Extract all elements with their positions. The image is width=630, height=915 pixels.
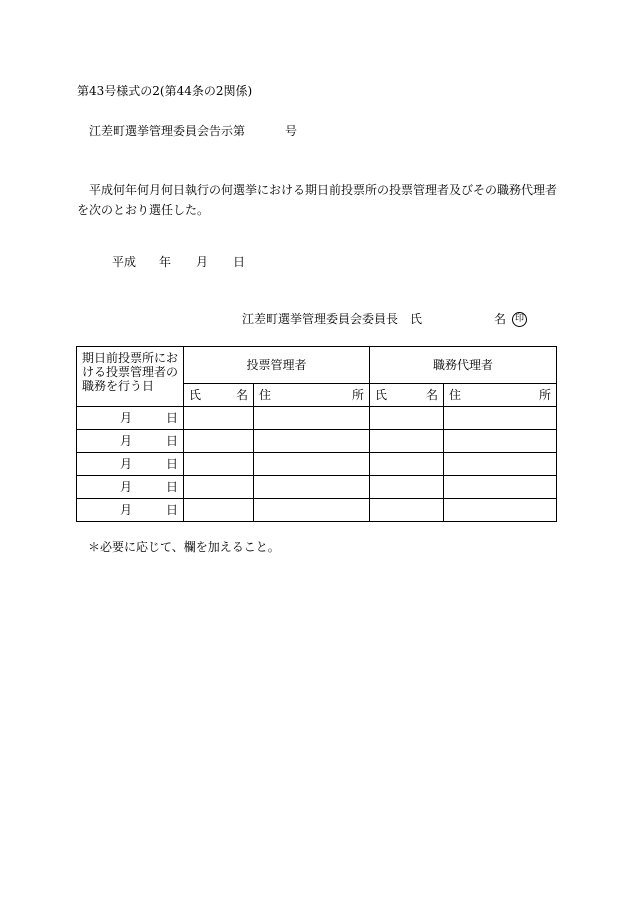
form-number: 第43号様式の2(第44条の2関係) <box>77 84 253 98</box>
deputy-address-cell <box>444 499 557 522</box>
table-row <box>77 476 557 499</box>
deputy-name-header: 氏 名 <box>370 384 444 407</box>
manager-name-cell <box>184 430 254 453</box>
table-row <box>77 453 557 476</box>
seal-icon: 印 <box>512 312 527 327</box>
manager-address-header: 住 所 <box>254 384 370 407</box>
manager-name-header: 氏 名 <box>184 384 254 407</box>
table-header-row <box>77 347 557 384</box>
manager-header: 投票管理者 <box>184 347 370 384</box>
duty-date-header: 期日前投票所における投票管理者の職務を行う日 <box>77 347 184 407</box>
deputy-name-cell <box>370 407 444 430</box>
date-year: 年 <box>159 255 172 269</box>
manager-name-cell <box>184 499 254 522</box>
table-row <box>77 430 557 453</box>
deputy-address-header: 住 所 <box>444 384 557 407</box>
duty-date-cell: 月 日 <box>77 499 184 522</box>
body-text: 平成何年何月何日執行の何選挙における期日前投票所の投票管理者及びその職務代理者を次のとおり選任した。 <box>77 183 558 217</box>
notice-suffix: 号 <box>285 124 298 138</box>
duty-date-cell: 月 日 <box>77 453 184 476</box>
signer-title: 江差町選挙管理委員会委員長 氏 <box>242 312 423 326</box>
notice-prefix: 江差町選挙管理委員会告示第 <box>89 124 246 138</box>
duty-date-cell: 月 日 <box>77 430 184 453</box>
appointment-table <box>76 346 557 522</box>
duty-date-cell: 月 日 <box>77 476 184 499</box>
deputy-address-cell <box>444 476 557 499</box>
manager-address-cell <box>254 430 370 453</box>
date-line <box>112 255 245 269</box>
deputy-address-cell <box>444 407 557 430</box>
table-row <box>77 407 557 430</box>
manager-address-cell <box>254 407 370 430</box>
manager-name-cell <box>184 407 254 430</box>
manager-name-cell <box>184 476 254 499</box>
date-day: 日 <box>233 255 246 269</box>
manager-name-cell <box>184 453 254 476</box>
footnote: ＊必要に応じて、欄を加えること。 <box>88 540 280 554</box>
deputy-address-cell <box>444 453 557 476</box>
deputy-name-cell <box>370 430 444 453</box>
manager-address-cell <box>254 499 370 522</box>
table-row <box>77 499 557 522</box>
notice-number <box>89 124 297 138</box>
deputy-name-cell <box>370 453 444 476</box>
manager-address-cell <box>254 476 370 499</box>
date-month: 月 <box>196 255 209 269</box>
deputy-header: 職務代理者 <box>370 347 557 384</box>
deputy-name-cell <box>370 476 444 499</box>
duty-date-cell: 月 日 <box>77 407 184 430</box>
signer-line <box>242 312 527 327</box>
signer-name-suffix: 名 <box>494 312 507 326</box>
deputy-name-cell <box>370 499 444 522</box>
date-era: 平成 <box>112 255 137 269</box>
manager-address-cell <box>254 453 370 476</box>
deputy-address-cell <box>444 430 557 453</box>
